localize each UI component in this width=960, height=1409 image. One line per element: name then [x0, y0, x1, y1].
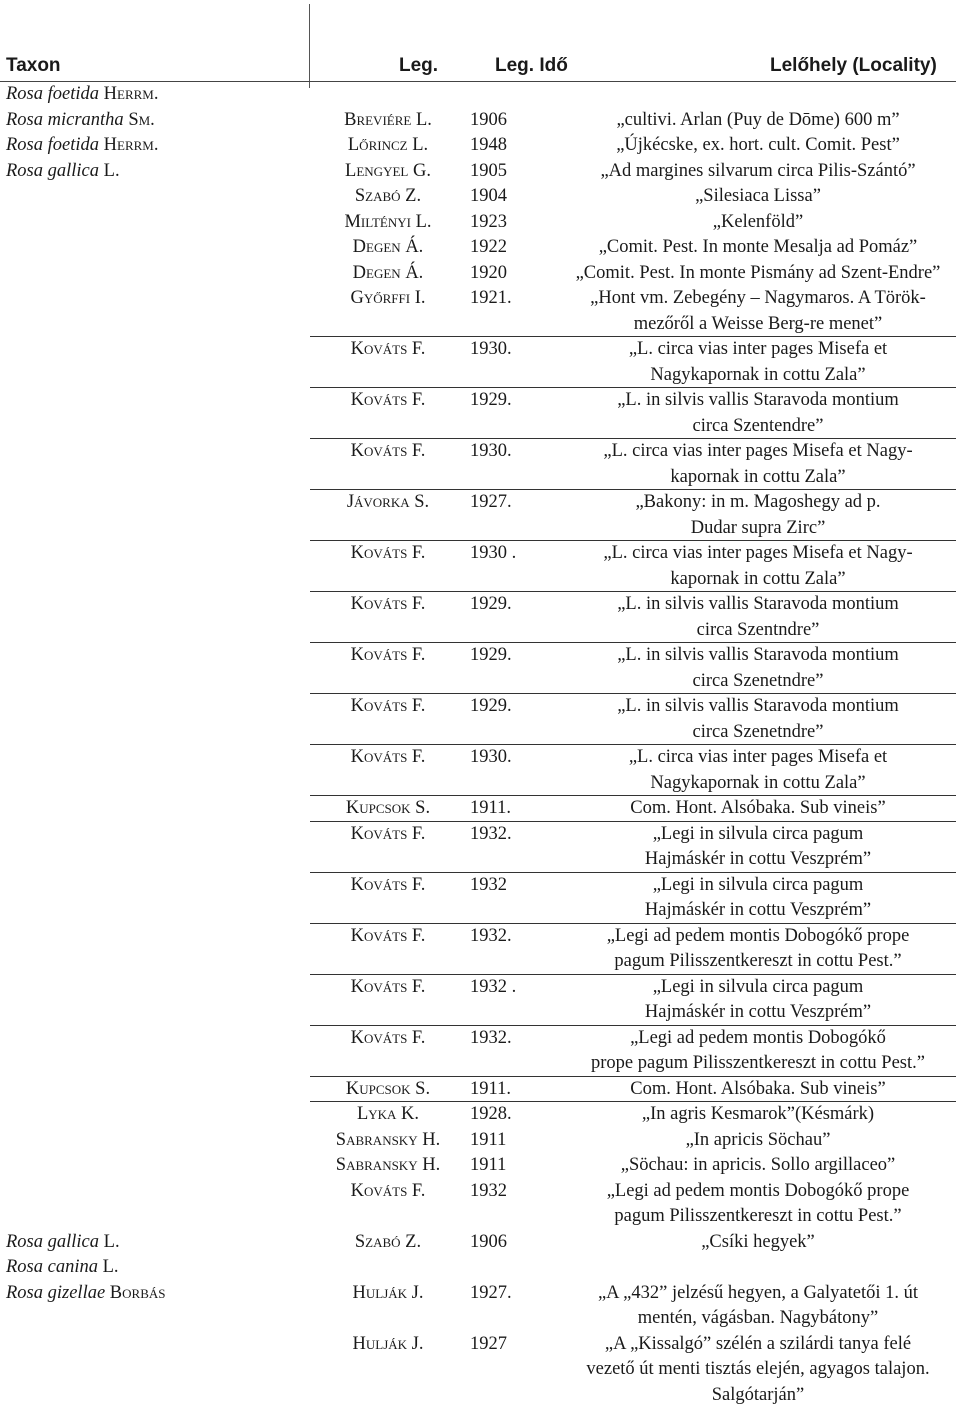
taxon-author: Borbás: [109, 1282, 166, 1303]
locality-cell: [548, 439, 960, 490]
collector-cell: Kováts F.: [350, 390, 426, 410]
year-cell: 1911: [470, 1155, 507, 1175]
locality-line: „Újkécske, ex. hort. cult. Comit. Pest”: [616, 135, 900, 155]
locality-line: „L. in silvis vallis Staravoda montium: [617, 390, 899, 410]
taxon-author: L.: [103, 160, 120, 181]
year-cell: 1927.: [470, 492, 512, 512]
locality-line: „Söchau: in apricis. Sollo argillaceo”: [620, 1155, 896, 1175]
year-cell: 1930.: [470, 339, 512, 359]
collector-cell: Degen Á.: [352, 237, 424, 257]
collector-cell: Sabransky H.: [335, 1155, 441, 1175]
locality-line: „Legi ad pedem montis Dobogókő prope: [606, 1180, 910, 1201]
locality-cell: [548, 975, 960, 1026]
year-cell: 1929.: [470, 594, 512, 614]
locality-line: „Kelenföld”: [712, 211, 804, 232]
year-cell: 1929.: [470, 696, 512, 716]
year-cell: 1927.: [470, 1282, 512, 1303]
year-cell: 1927: [470, 1333, 507, 1354]
locality-cell: [548, 490, 960, 541]
taxon-name: Rosa foetida: [6, 84, 100, 104]
table-row: [0, 337, 960, 388]
locality-line: kapornak in cottu Zala”: [670, 568, 846, 589]
collector-cell: Hulják J.: [352, 1282, 424, 1303]
collector-cell: Kováts F.: [350, 976, 426, 997]
table-row: [0, 1026, 960, 1077]
taxon-name: Rosa micrantha: [6, 109, 124, 130]
locality-line: „In apricis Söchau”: [685, 1129, 831, 1150]
locality-cell: [548, 235, 960, 261]
locality-line: Com. Hont. Alsóbaka. Sub vineis”: [630, 798, 886, 818]
taxon-name: Rosa gallica: [6, 160, 100, 181]
locality-line: „Legi ad pedem montis Dobogókő: [630, 1027, 886, 1048]
collector-cell: Kováts F.: [350, 339, 426, 359]
table-row: [0, 490, 960, 541]
locality-line: „Silesiaca Lissa”: [695, 186, 821, 206]
taxon-name: Rosa gizellae: [6, 1282, 106, 1303]
locality-line: Hajmáskér in cottu Veszprém”: [644, 1002, 872, 1022]
locality-line: mezőről a Weisse Berg-re menet”: [633, 313, 883, 334]
locality-line: mentén, vágásban. Nagybátony”: [637, 1308, 879, 1328]
taxon-author: L.: [103, 1231, 120, 1252]
year-cell: 1932.: [470, 925, 512, 946]
taxon-cell: [6, 1230, 120, 1256]
table-row: [0, 261, 960, 287]
locality-line: Dudar supra Zirc”: [690, 517, 826, 538]
year-cell: 1930.: [470, 441, 512, 461]
taxon-cell: [6, 1281, 165, 1307]
taxon-cell: [6, 133, 158, 159]
locality-line: circa Szentendre”: [692, 415, 824, 436]
locality-line: Nagykapornak in cottu Zala”: [650, 772, 866, 793]
table-row: [0, 1128, 960, 1154]
taxon-name: Rosa canina: [6, 1257, 98, 1277]
collector-cell: Kováts F.: [350, 1180, 426, 1201]
locality-line: „L. in silvis vallis Staravoda montium: [617, 594, 899, 614]
collector-cell: Kupcsok S.: [345, 798, 431, 818]
locality-line: pagum Pilisszentkereszt in cottu Pest.”: [614, 1206, 902, 1226]
collector-cell: Kováts F.: [350, 594, 426, 614]
taxon-author: Sm.: [128, 109, 155, 130]
locality-cell: [548, 1153, 960, 1179]
header-leg-ido: Leg. Idő: [495, 55, 568, 76]
year-cell: 1932.: [470, 823, 512, 844]
locality-line: Hajmáskér in cottu Veszprém”: [644, 849, 872, 869]
collector-cell: Győrffi I.: [350, 288, 426, 308]
table-row: [0, 439, 960, 490]
table-row: [0, 1179, 960, 1230]
header-locality: Lelőhely (Locality): [770, 55, 937, 76]
locality-cell: [548, 873, 960, 924]
table-row: [0, 1077, 960, 1103]
collector-cell: Degen Á.: [352, 262, 424, 283]
collector-cell: Kováts F.: [350, 696, 426, 716]
locality-line: „L. circa vias inter pages Misefa et Nagy-: [603, 441, 913, 461]
table-body: [0, 82, 960, 1408]
locality-cell: [548, 1230, 960, 1256]
locality-line: „L. circa vias inter pages Misefa et Nagy-: [603, 543, 913, 563]
locality-line: „Legi ad pedem montis Dobogókő prope: [606, 925, 910, 946]
locality-cell: [548, 159, 960, 185]
locality-line: vezető út menti tisztás elején, agyagos talajon.: [586, 1359, 930, 1379]
locality-line: „Hont vm. Zebegény – Nagymaros. A Török-: [590, 288, 926, 308]
year-cell: 1911: [470, 1129, 507, 1150]
table-row: [0, 975, 960, 1026]
locality-cell: [548, 694, 960, 745]
locality-cell: [548, 210, 960, 236]
year-cell: 1911.: [470, 1078, 511, 1099]
collector-cell: Kováts F.: [350, 925, 426, 946]
collector-cell: Lengyel G.: [345, 160, 431, 181]
taxon-cell: [6, 159, 120, 185]
year-cell: 1904: [470, 186, 507, 206]
year-cell: 1922: [470, 237, 507, 257]
collector-cell: Kováts F.: [350, 874, 426, 895]
year-cell: 1929.: [470, 645, 512, 665]
table-row: [0, 133, 960, 159]
table-row: [0, 822, 960, 873]
locality-cell: [548, 108, 960, 134]
locality-line: Hajmáskér in cottu Veszprém”: [644, 900, 872, 920]
table-row: [0, 873, 960, 924]
table-row: [0, 694, 960, 745]
locality-line: „cultivi. Arlan (Puy de Dōme) 600 m”: [616, 109, 900, 130]
year-cell: 1932: [470, 1180, 507, 1201]
locality-cell: [548, 1102, 960, 1128]
year-cell: 1920: [470, 262, 507, 283]
locality-cell: [548, 1077, 960, 1103]
locality-line: „Ad margines silvarum circa Pilis-Szántó”: [600, 160, 916, 181]
locality-cell: [548, 184, 960, 210]
year-cell: 1906: [470, 1231, 507, 1252]
table-row: [0, 210, 960, 236]
collector-cell: Kováts F.: [350, 645, 426, 665]
locality-line: „Legi in silvula circa pagum: [652, 823, 864, 844]
year-cell: 1923: [470, 211, 507, 232]
locality-line: „Csíki hegyek”: [701, 1231, 815, 1252]
collector-cell: Lyka K.: [356, 1104, 420, 1124]
locality-line: „L. circa vias inter pages Misefa et: [628, 747, 888, 767]
year-cell: 1921.: [470, 288, 512, 308]
year-cell: 1932.: [470, 1027, 512, 1048]
taxon-name: Rosa foetida: [6, 135, 100, 155]
locality-line: „Comit. Pest. In monte Pismány ad Szent-Endre”: [575, 262, 941, 283]
collector-cell: Hulják J.: [352, 1333, 424, 1354]
collector-cell: Jávorka S.: [346, 492, 430, 512]
table-row: [0, 1281, 960, 1332]
locality-line: „Legi in silvula circa pagum: [652, 976, 864, 997]
locality-line: „A „432” jelzésű hegyen, a Galyatetői 1. út: [597, 1282, 919, 1303]
year-cell: 1932 .: [470, 976, 517, 997]
locality-line: Nagykapornak in cottu Zala”: [650, 364, 866, 385]
table-row: [0, 1153, 960, 1179]
collector-cell: Lőrincz L.: [347, 135, 429, 155]
taxon-author: Herrm.: [103, 84, 159, 104]
locality-cell: [548, 592, 960, 643]
table-row: [0, 541, 960, 592]
collector-cell: Kováts F.: [350, 747, 426, 767]
locality-line: kapornak in cottu Zala”: [670, 466, 846, 487]
locality-line: „L. in silvis vallis Staravoda montium: [617, 696, 899, 716]
locality-line: „Legi in silvula circa pagum: [652, 874, 864, 895]
locality-cell: [548, 1332, 960, 1409]
taxon-name: Rosa gallica: [6, 1231, 100, 1252]
year-cell: 1930.: [470, 747, 512, 767]
header-taxon: Taxon: [6, 55, 61, 76]
table-row: [0, 1332, 960, 1409]
collector-cell: Szabó Z.: [354, 186, 422, 206]
locality-cell: [548, 261, 960, 287]
table-row: [0, 286, 960, 337]
locality-cell: [548, 1026, 960, 1077]
locality-line: „A „Kissalgó” szélén a szilárdi tanya felé: [604, 1333, 912, 1354]
table-row: [0, 796, 960, 822]
locality-line: „L. circa vias inter pages Misefa et: [628, 339, 888, 359]
locality-cell: [548, 286, 960, 337]
locality-cell: [548, 745, 960, 796]
locality-line: „Bakony: in m. Magoshegy ad p.: [635, 492, 881, 512]
locality-line: „L. in silvis vallis Staravoda montium: [617, 645, 899, 665]
table-row: [0, 745, 960, 796]
collector-cell: Kováts F.: [350, 543, 426, 563]
locality-line: Com. Hont. Alsóbaka. Sub vineis”: [630, 1078, 886, 1099]
locality-line: prope pagum Pilisszentkereszt in cottu Pest.”: [591, 1053, 925, 1073]
locality-line: circa Szenetndre”: [692, 721, 824, 742]
header-leg: Leg.: [399, 55, 439, 76]
locality-cell: [548, 1179, 960, 1230]
collector-cell: Breviére L.: [344, 109, 432, 130]
year-cell: 1911.: [470, 798, 511, 818]
locality-cell: [548, 388, 960, 439]
year-cell: 1906: [470, 109, 507, 130]
year-cell: 1928.: [470, 1104, 512, 1124]
table-row: [0, 82, 960, 108]
year-cell: 1930 .: [470, 543, 517, 563]
locality-cell: [548, 1281, 960, 1332]
locality-line: „Comit. Pest. In monte Mesalja ad Pomáz”: [598, 237, 918, 257]
table-row: [0, 388, 960, 439]
year-cell: 1905: [470, 160, 507, 181]
taxon-cell: [6, 108, 155, 134]
locality-cell: [548, 133, 960, 159]
collector-cell: Szabó Z.: [354, 1231, 422, 1252]
locality-line: „In agris Kesmarok”(Késmárk): [641, 1104, 875, 1124]
table-row: [0, 235, 960, 261]
collector-cell: Kupcsok S.: [345, 1078, 431, 1099]
taxon-author: Herrm.: [103, 135, 159, 155]
collector-cell: Sabransky H.: [335, 1129, 441, 1150]
locality-line: circa Szenetndre”: [692, 670, 824, 691]
table-row: [0, 159, 960, 185]
table-row: [0, 643, 960, 694]
table-row: [0, 1102, 960, 1128]
locality-cell: [548, 822, 960, 873]
taxon-cell: [6, 1255, 119, 1281]
table-row: [0, 1230, 960, 1256]
locality-cell: [548, 337, 960, 388]
collector-cell: Miltényi L.: [344, 211, 432, 232]
collector-cell: Kováts F.: [350, 1027, 426, 1048]
locality-line: Salgótarján”: [711, 1384, 805, 1405]
table-row: [0, 184, 960, 210]
table-header: [0, 55, 960, 81]
table-row: [0, 592, 960, 643]
locality-line: pagum Pilisszentkereszt in cottu Pest.”: [614, 951, 902, 971]
table-row: [0, 924, 960, 975]
taxon-cell: [6, 82, 158, 108]
locality-cell: [548, 1128, 960, 1154]
taxon-author: L.: [102, 1257, 119, 1277]
year-cell: 1929.: [470, 390, 512, 410]
year-cell: 1932: [470, 874, 507, 895]
locality-cell: [548, 643, 960, 694]
year-cell: 1948: [470, 135, 507, 155]
locality-cell: [548, 796, 960, 822]
collector-cell: Kováts F.: [350, 823, 426, 844]
collector-cell: Kováts F.: [350, 441, 426, 461]
locality-line: circa Szentndre”: [696, 619, 820, 640]
table-row: [0, 108, 960, 134]
locality-cell: [548, 541, 960, 592]
locality-cell: [548, 924, 960, 975]
table-row: [0, 1255, 960, 1281]
